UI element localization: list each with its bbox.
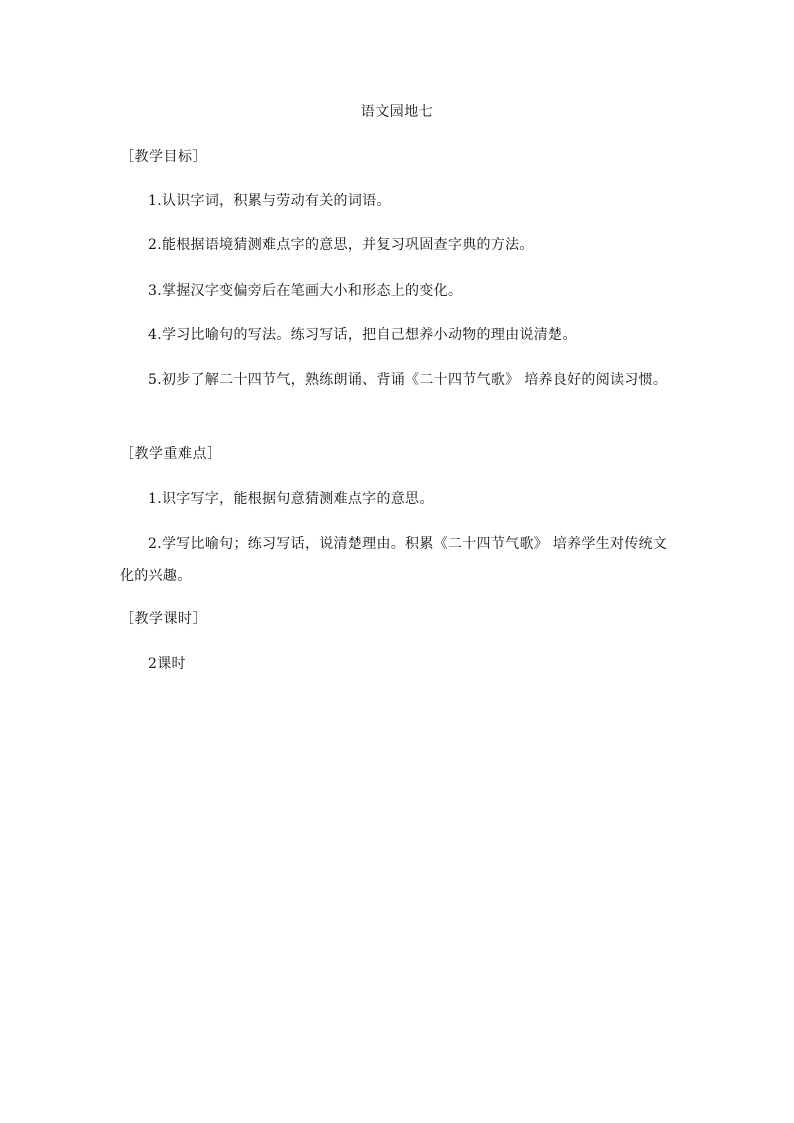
document-title: 语文园地七 — [360, 104, 434, 120]
section-heading-key-points: ［教学重难点］ — [120, 446, 222, 462]
key-point-item-1: 1.识字写字，能根据句意猜测难点字的意思。 — [148, 491, 434, 507]
goal-item-1: 1.认识字词，积累与劳动有关的词语。 — [148, 193, 391, 209]
periods-text: 2课时 — [148, 656, 186, 672]
goal-item-4: 4.学习比喻句的写法。练习写话，把自己想养小动物的理由说清楚。 — [148, 327, 577, 343]
goal-item-3: 3.掌握汉字变偏旁后在笔画大小和形态上的变化。 — [148, 283, 463, 299]
section-heading-goals: ［教学目标］ — [120, 149, 207, 165]
key-point-item-2: 2.学写比喻句；练习写话，说清楚理由。积累《二十四节气歌》 培养学生对传统文化的兴趣。 — [120, 536, 668, 584]
goal-item-5: 5.初步了解二十四节气，熟练朗诵、背诵《二十四节气歌》 培养良好的阅读习惯。 — [148, 372, 668, 388]
section-heading-periods: ［教学课时］ — [120, 611, 207, 627]
goal-item-2: 2.能根据语境猜测难点字的意思，并复习巩固查字典的方法。 — [148, 237, 534, 253]
